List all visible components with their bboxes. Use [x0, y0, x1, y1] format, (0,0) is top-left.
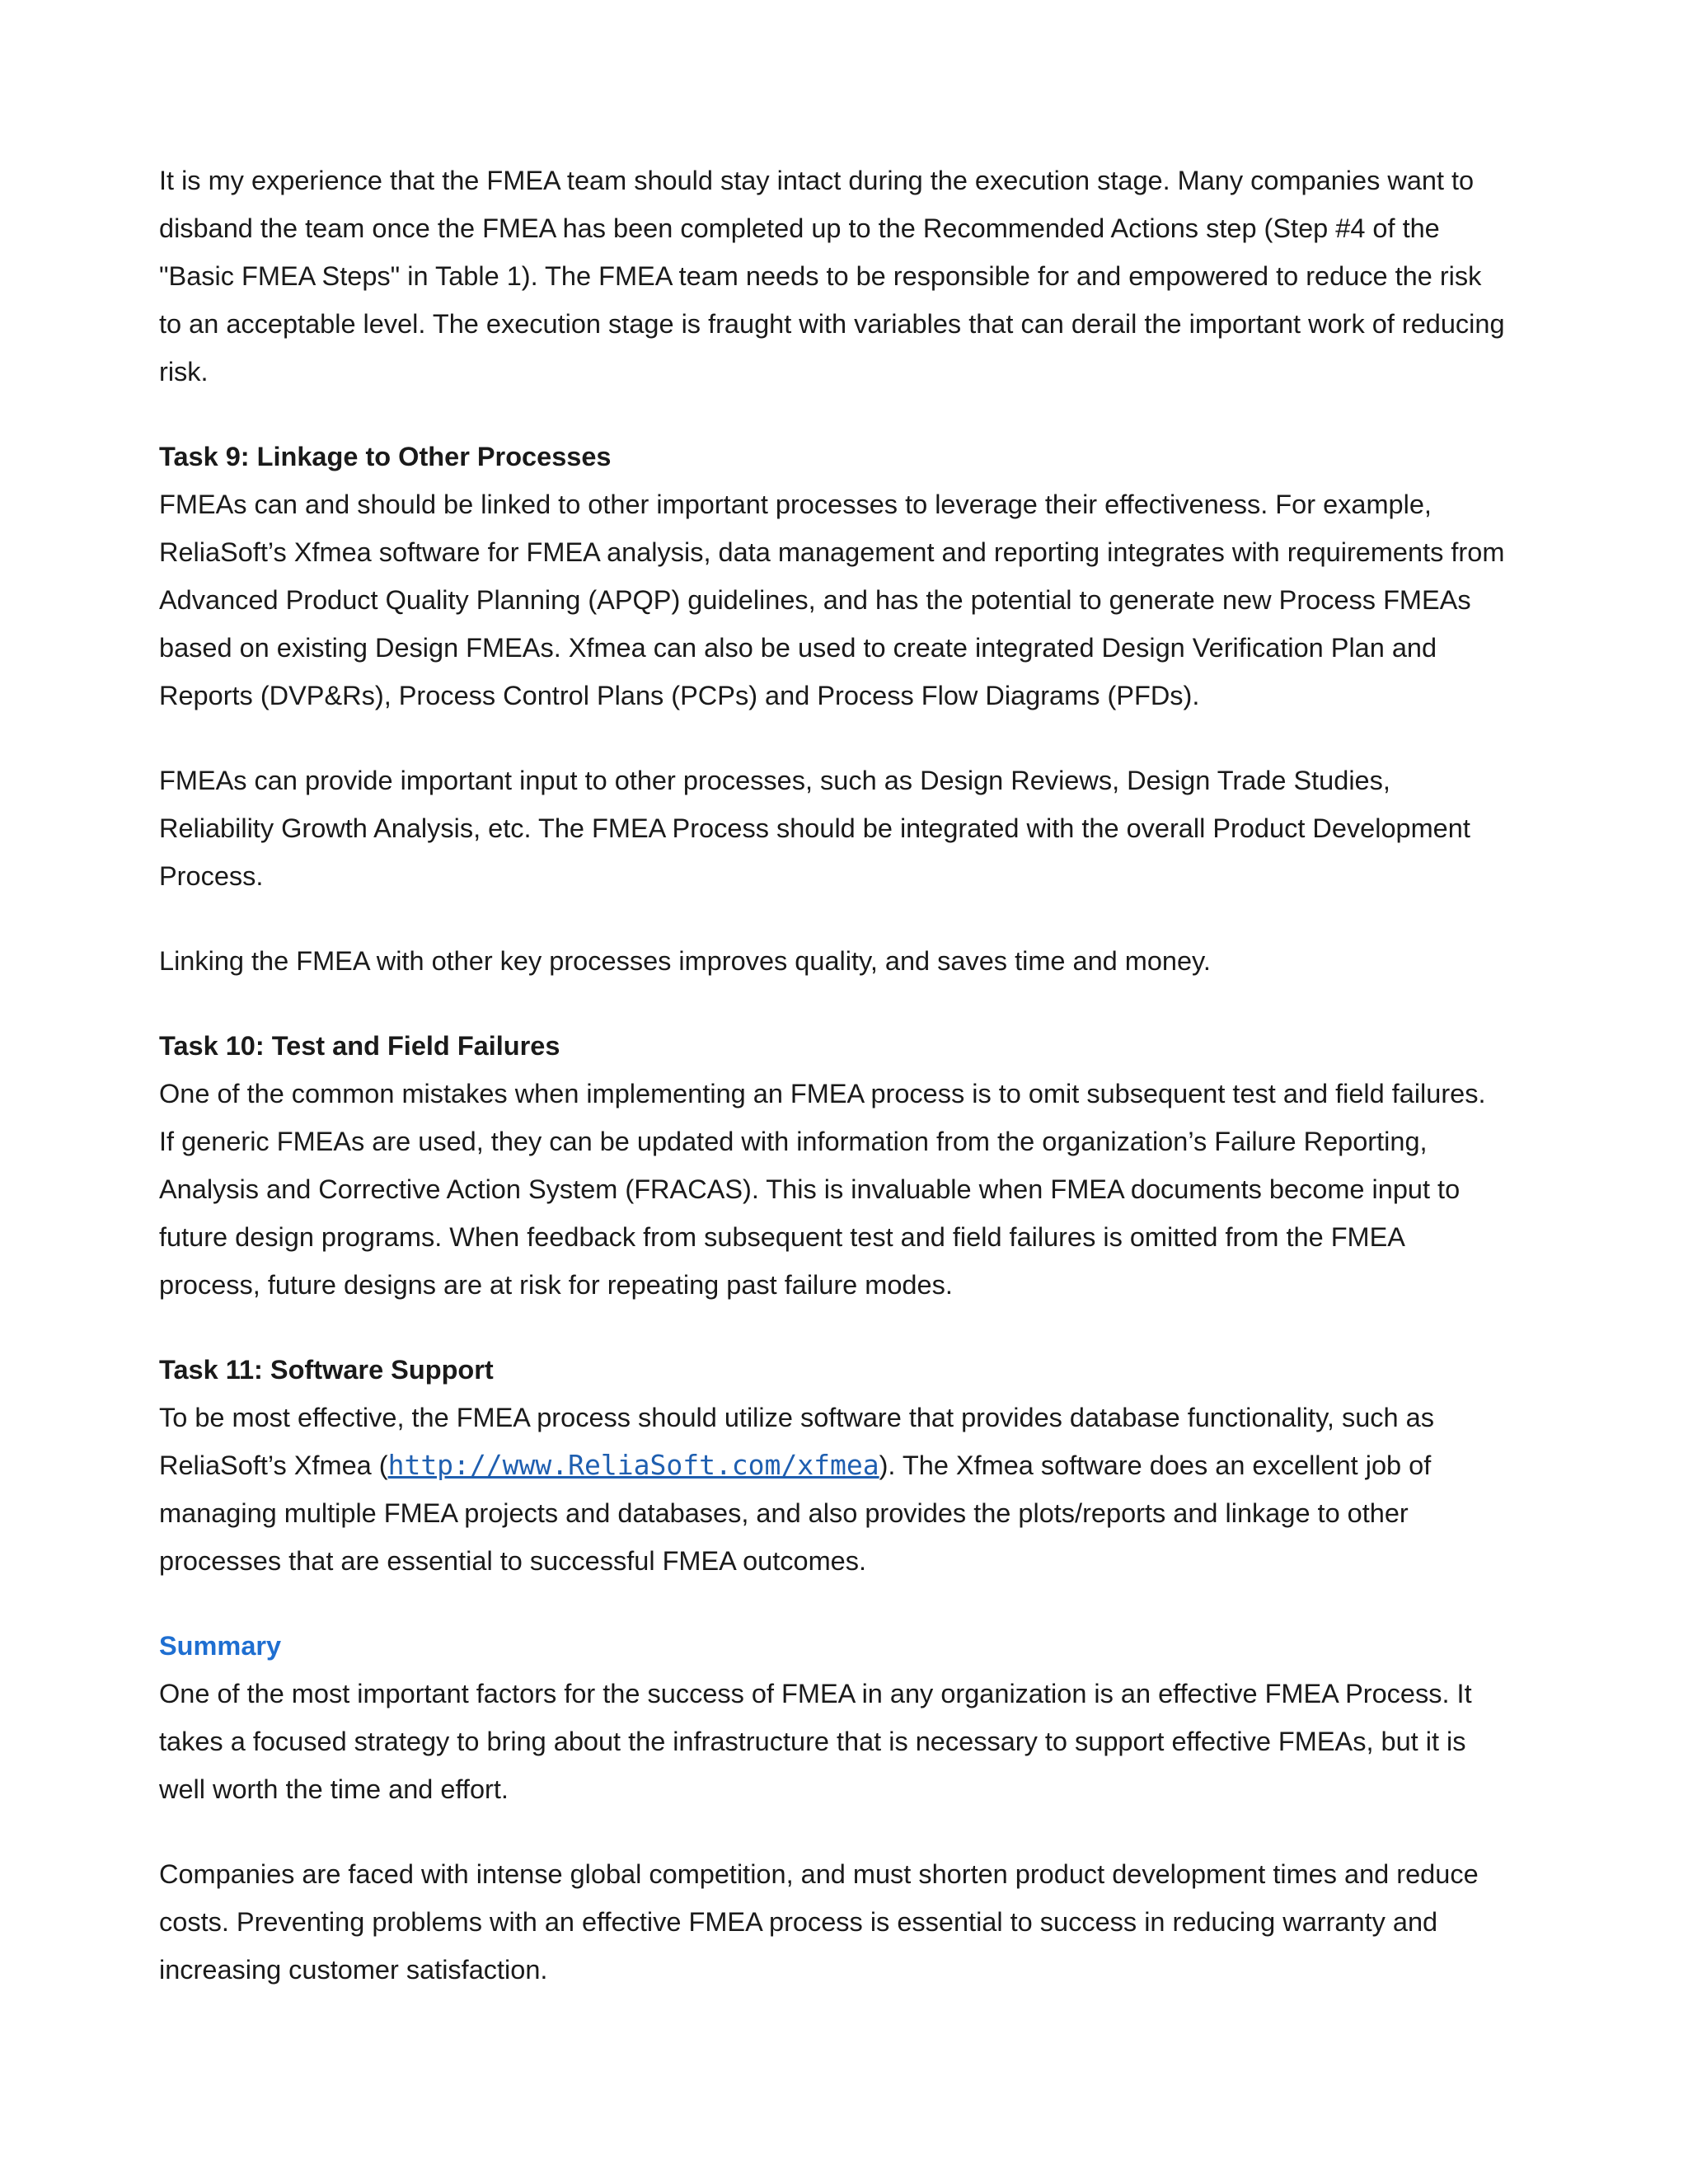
task9-paragraph-3: Linking the FMEA with other key processes improves quality, and saves time and money.	[159, 946, 1211, 976]
summary-heading: Summary	[159, 1631, 282, 1661]
xfmea-link[interactable]: http://www.ReliaSoft.com/xfmea	[387, 1449, 879, 1481]
task9-paragraph-1: FMEAs can and should be linked to other important processes to leverage their effectiveness. For example, ReliaSoft’s Xfmea software for FMEA analysis, data management and reporting integrates with requirements from Advanced Product Quality Planning (APQP) guidelines, and has the potential to generate new Process FMEAs based on existing Design FMEAs. Xfmea can also be used to create integrated Design Verification Plan and Reports (DVP&Rs), Process Control Plans (PCPs) and Process Flow Diagrams (PFDs).	[159, 490, 1505, 710]
task11-heading: Task 11: Software Support	[159, 1355, 494, 1385]
intro-paragraph: It is my experience that the FMEA team should stay intact during the execution stage. Many companies want to disband the team once the FMEA has been completed up to the Recommended Actions step (Step #4 of the "Basic FMEA Steps" in Table 1). The FMEA team needs to be responsible for and empowered to reduce the risk to an acceptable level. The execution stage is fraught with variables that can derail the important work of reducing risk.	[159, 166, 1505, 387]
task10-paragraph-1: One of the common mistakes when implementing an FMEA process is to omit subsequent test and field failures. If generic FMEAs are used, they can be updated with information from the organization’s Failure Reporting, Analysis and Corrective Action System (FRACAS). This is invaluable when FMEA documents become input to future design programs. When feedback from subsequent test and field failures is omitted from the FMEA process, future designs are at risk for repeating past failure modes.	[159, 1079, 1486, 1300]
task11-text-before-link: To be most effective, the FMEA process should utilize software that provides database functionality, such as ReliaSoft’s Xfmea (	[159, 1403, 1434, 1480]
summary-paragraph-2: Companies are faced with intense global competition, and must shorten product development times and reduce costs. Preventing problems with an effective FMEA process is essential to success in reducing warranty and increasing customer satisfaction.	[159, 1859, 1479, 1985]
task11-text-after-link: ). The Xfmea software does an excellent job of managing multiple FMEA projects and databases, and also provides the plots/reports and linkage to other processes that are essential to successful FMEA outcomes.	[159, 1451, 1432, 1576]
task10-heading: Task 10: Test and Field Failures	[159, 1031, 560, 1061]
document-page	[159, 157, 1560, 1994]
task9-heading: Task 9: Linkage to Other Processes	[159, 442, 612, 471]
task9-paragraph-2: FMEAs can provide important input to other processes, such as Design Reviews, Design Trade Studies, Reliability Growth Analysis, etc. The FMEA Process should be integrated with the overall Product Development Process.	[159, 766, 1470, 891]
task11-paragraph-1	[159, 1394, 1560, 1585]
summary-paragraph-1: One of the most important factors for the success of FMEA in any organization is an effective FMEA Process. It takes a focused strategy to bring about the infrastructure that is necessary to support effective FMEAs, but it is well worth the time and effort.	[159, 1679, 1472, 1804]
